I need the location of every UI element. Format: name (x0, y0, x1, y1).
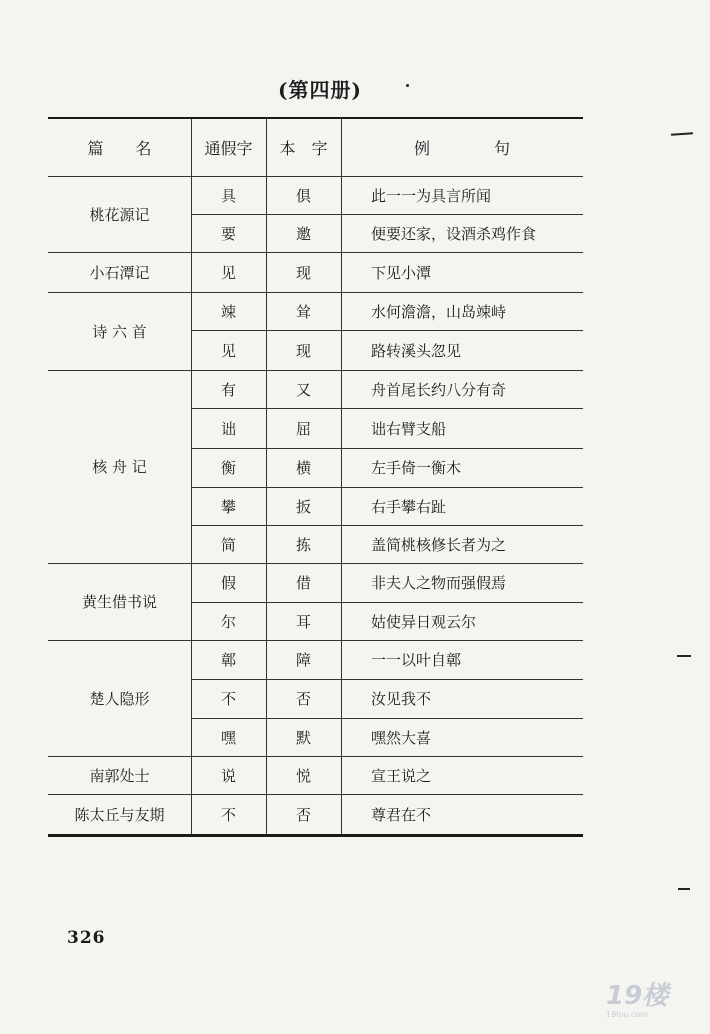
example-sentence: 盖简桃核修长者为之 (371, 535, 507, 554)
lesson-title: 陈太丘与友期 (74, 805, 165, 824)
lesson-title: 小石潭记 (89, 263, 150, 282)
example-sentence: 宣王说之 (371, 766, 432, 785)
example-sentence: 一一以叶自鄣 (371, 651, 462, 669)
example-sentence: 姑使异日观云尔 (371, 612, 477, 631)
page-title: (第四册) (278, 78, 362, 102)
lesson-title: 桃花源记 (89, 205, 150, 224)
variant-char: 见 (220, 341, 236, 360)
variant-char: 嘿 (220, 728, 236, 747)
variant-char: 不 (220, 690, 236, 708)
example-sentence: 舟首尾长约八分有奇 (371, 380, 507, 399)
example-sentence: 水何澹澹，山岛竦峙 (371, 302, 507, 321)
variant-char: 衡 (220, 459, 236, 477)
example-sentence: 非夫人之物而强假焉 (371, 574, 507, 592)
table-bottom-rule (48, 834, 583, 837)
lesson-title: 诗 六 首 (92, 322, 147, 341)
variant-char: 不 (220, 805, 236, 824)
original-char: 默 (295, 728, 311, 747)
original-char: 拣 (295, 535, 311, 554)
example-sentence: 尊君在不 (371, 805, 432, 824)
variant-char: 竦 (220, 302, 236, 321)
watermark-site-text: 19lou.com (606, 1010, 648, 1019)
variant-char: 见 (220, 263, 236, 282)
example-sentence: 左手倚一衡木 (371, 459, 462, 477)
watermark-logo-text: 19楼 (606, 981, 669, 1011)
example-sentence: 便要还家，设酒杀鸡作食 (371, 224, 537, 243)
header-original: 本 字 (279, 139, 328, 158)
scan-mark (678, 888, 690, 890)
variant-char: 诎 (220, 419, 236, 438)
original-char: 现 (295, 263, 311, 282)
example-sentence: 下见小潭 (371, 263, 432, 282)
scan-mark (671, 132, 693, 136)
variant-char: 假 (220, 574, 236, 592)
example-sentence: 嘿然大喜 (371, 728, 432, 747)
variant-char: 攀 (220, 497, 236, 516)
original-char: 障 (295, 651, 311, 669)
lesson-title: 南郭处士 (89, 766, 150, 785)
original-char: 耳 (295, 612, 311, 631)
header-variant: 通假字 (204, 139, 253, 158)
original-char: 邀 (295, 224, 311, 243)
original-char: 现 (295, 341, 311, 360)
example-sentence: 汝见我不 (371, 690, 432, 708)
variant-char: 具 (220, 186, 236, 205)
watermark-logo (606, 982, 672, 1022)
variant-char: 尔 (220, 612, 236, 631)
header-name: 篇 名 (87, 139, 152, 158)
original-char: 借 (295, 574, 311, 592)
variant-char: 有 (220, 380, 236, 399)
original-char: 否 (295, 805, 311, 824)
original-char: 屈 (295, 419, 311, 438)
original-char: 横 (295, 459, 311, 477)
example-sentence: 右手攀右趾 (371, 497, 447, 516)
scan-mark (406, 84, 409, 87)
variant-char: 简 (220, 535, 236, 554)
variant-char: 要 (220, 224, 236, 243)
scan-mark (677, 655, 691, 657)
original-char: 否 (295, 690, 311, 708)
example-sentence: 此一一为具言所闻 (371, 186, 492, 205)
original-char: 俱 (295, 186, 311, 205)
lesson-title: 核 舟 记 (92, 458, 147, 476)
page-number: 326 (67, 928, 106, 948)
original-char: 又 (295, 380, 311, 399)
original-char: 扳 (295, 497, 311, 516)
lesson-title: 楚人隐形 (89, 689, 150, 708)
example-sentence: 路转溪头忽见 (371, 341, 462, 360)
original-char: 悦 (295, 766, 311, 785)
variant-char: 说 (220, 766, 236, 785)
header-example: 例 句 (413, 139, 510, 158)
original-char: 耸 (295, 302, 311, 321)
variant-char: 鄣 (220, 651, 236, 669)
example-sentence: 诎右臂支船 (371, 419, 447, 438)
lesson-title: 黄生借书说 (81, 593, 157, 611)
